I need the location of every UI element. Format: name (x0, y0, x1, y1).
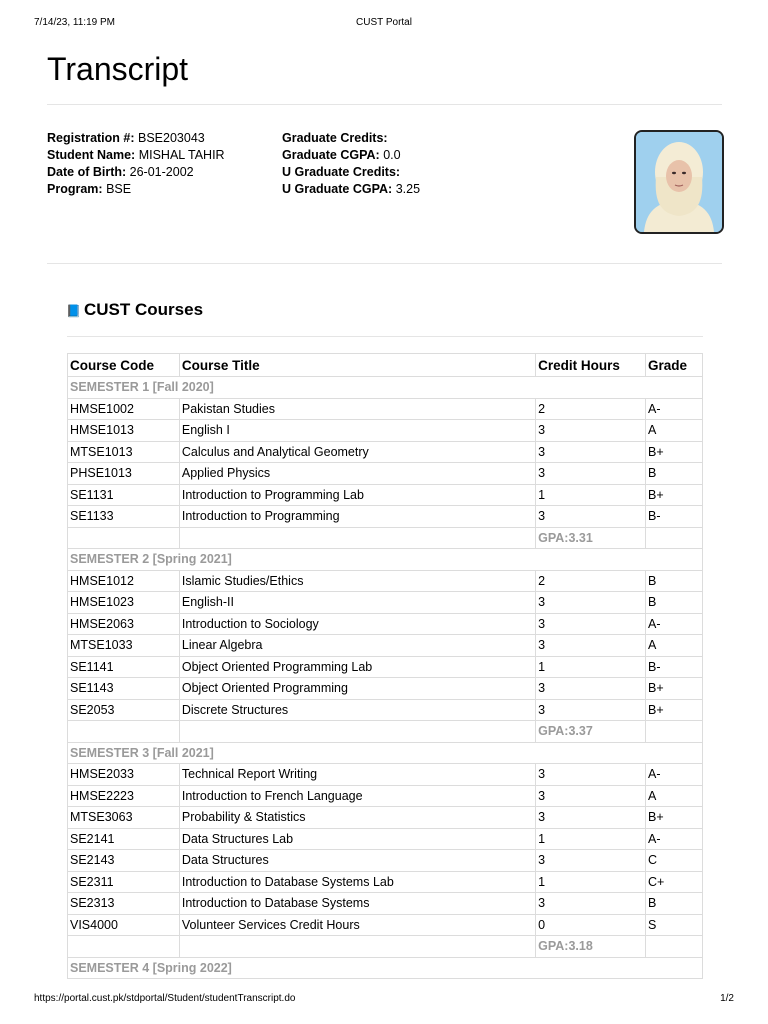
student-info (47, 130, 225, 198)
semester-header-row (68, 742, 703, 764)
course-title: Object Oriented Programming (179, 678, 535, 700)
table-row (68, 699, 703, 721)
course-code: MTSE3063 (68, 807, 180, 829)
table-row (68, 850, 703, 872)
course-title: Applied Physics (179, 463, 535, 485)
table-row (68, 506, 703, 528)
table-row (68, 398, 703, 420)
credit-hours: 3 (536, 592, 646, 614)
grade: A- (646, 398, 703, 420)
course-title: Discrete Structures (179, 699, 535, 721)
print-page-title: CUST Portal (356, 17, 412, 28)
graduate-credits-label: Graduate Credits: (282, 131, 388, 145)
empty-cell (179, 527, 535, 549)
credit-hours: 3 (536, 441, 646, 463)
column-header: Grade (646, 354, 703, 377)
grade: A (646, 785, 703, 807)
grade: C (646, 850, 703, 872)
grade: A- (646, 613, 703, 635)
grade: B+ (646, 441, 703, 463)
table-row (68, 570, 703, 592)
semester-label: SEMESTER 1 [Fall 2020] (68, 377, 703, 399)
section-title (66, 299, 203, 322)
course-code: HMSE2223 (68, 785, 180, 807)
course-code: SE1131 (68, 484, 180, 506)
course-code: SE1141 (68, 656, 180, 678)
course-code: HMSE1013 (68, 420, 180, 442)
course-code: HMSE2033 (68, 764, 180, 786)
student-photo-image (636, 132, 722, 232)
grade: B- (646, 506, 703, 528)
course-title: Introduction to Programming Lab (179, 484, 535, 506)
course-title: Introduction to Sociology (179, 613, 535, 635)
student-name-row (47, 147, 225, 164)
grade: C+ (646, 871, 703, 893)
grade: A- (646, 828, 703, 850)
semester-header-row (68, 377, 703, 399)
page-url: https://portal.cust.pk/stdportal/Student/studentTranscript.do (34, 993, 296, 1004)
divider (47, 104, 722, 105)
credit-hours: 3 (536, 807, 646, 829)
course-title: Linear Algebra (179, 635, 535, 657)
course-code: MTSE1033 (68, 635, 180, 657)
grade: B (646, 463, 703, 485)
course-title: Calculus and Analytical Geometry (179, 441, 535, 463)
course-title: English-II (179, 592, 535, 614)
credit-hours: 3 (536, 764, 646, 786)
ugraduate-cgpa-label: U Graduate CGPA: (282, 182, 393, 196)
grade: B+ (646, 699, 703, 721)
grade: B+ (646, 678, 703, 700)
table-row (68, 441, 703, 463)
program-row (47, 181, 225, 198)
graduate-credits-row (282, 130, 420, 147)
credit-hours: 1 (536, 656, 646, 678)
course-code: SE2053 (68, 699, 180, 721)
program-value: BSE (106, 182, 132, 196)
semester-gpa: GPA:3.31 (536, 527, 646, 549)
table-row (68, 420, 703, 442)
dob-row (47, 164, 225, 181)
semester-header-row (68, 957, 703, 979)
grade: B+ (646, 807, 703, 829)
course-code: HMSE2063 (68, 613, 180, 635)
course-title: Islamic Studies/Ethics (179, 570, 535, 592)
course-title: Introduction to Database Systems Lab (179, 871, 535, 893)
table-row (68, 871, 703, 893)
table-row (68, 828, 703, 850)
graduate-cgpa-row (282, 147, 420, 164)
course-code: HMSE1012 (68, 570, 180, 592)
registration-label: Registration #: (47, 131, 135, 145)
column-header: Credit Hours (536, 354, 646, 377)
ugraduate-cgpa-row (282, 181, 420, 198)
course-code: PHSE1013 (68, 463, 180, 485)
dob-value: 26-01-2002 (129, 165, 194, 179)
page-title: Transcript (47, 51, 189, 87)
empty-cell (68, 721, 180, 743)
print-footer (34, 993, 734, 1007)
credit-hours: 3 (536, 463, 646, 485)
course-title: Pakistan Studies (179, 398, 535, 420)
course-code: SE2311 (68, 871, 180, 893)
print-header (34, 17, 734, 31)
empty-cell (68, 527, 180, 549)
ugraduate-credits-label: U Graduate Credits: (282, 165, 401, 179)
print-date: 7/14/23, 11:19 PM (34, 17, 115, 28)
column-header: Course Title (179, 354, 535, 377)
student-photo (634, 130, 724, 234)
gpa-row (68, 936, 703, 958)
course-title: Introduction to French Language (179, 785, 535, 807)
divider (67, 336, 703, 337)
grade: B (646, 570, 703, 592)
table-header-row (68, 354, 703, 377)
credit-hours: 3 (536, 613, 646, 635)
credit-hours: 2 (536, 398, 646, 420)
course-title: Object Oriented Programming Lab (179, 656, 535, 678)
empty-cell (646, 936, 703, 958)
table-row (68, 484, 703, 506)
graduate-info (282, 130, 420, 198)
credit-hours: 1 (536, 484, 646, 506)
course-title: Probability & Statistics (179, 807, 535, 829)
table-row (68, 463, 703, 485)
semester-gpa: GPA:3.18 (536, 936, 646, 958)
credit-hours: 2 (536, 570, 646, 592)
table-row (68, 893, 703, 915)
course-code: HMSE1023 (68, 592, 180, 614)
course-title: English I (179, 420, 535, 442)
table-row (68, 678, 703, 700)
semester-gpa: GPA:3.37 (536, 721, 646, 743)
credit-hours: 3 (536, 850, 646, 872)
credit-hours: 3 (536, 635, 646, 657)
table-row (68, 592, 703, 614)
registration-row (47, 130, 225, 147)
table-row (68, 764, 703, 786)
course-title: Data Structures Lab (179, 828, 535, 850)
table-row (68, 656, 703, 678)
empty-cell (68, 936, 180, 958)
credit-hours: 0 (536, 914, 646, 936)
credit-hours: 3 (536, 420, 646, 442)
program-label: Program: (47, 182, 103, 196)
gpa-row (68, 527, 703, 549)
table-row (68, 807, 703, 829)
empty-cell (646, 721, 703, 743)
grade: B+ (646, 484, 703, 506)
empty-cell (646, 527, 703, 549)
course-title: Technical Report Writing (179, 764, 535, 786)
course-code: SE2141 (68, 828, 180, 850)
grade: B (646, 893, 703, 915)
ugraduate-cgpa-value: 3.25 (395, 182, 421, 196)
course-title: Introduction to Database Systems (179, 893, 535, 915)
course-code: SE1143 (68, 678, 180, 700)
grade: B- (646, 656, 703, 678)
credit-hours: 3 (536, 785, 646, 807)
course-code: SE2313 (68, 893, 180, 915)
credit-hours: 1 (536, 828, 646, 850)
course-code: VIS4000 (68, 914, 180, 936)
semester-label: SEMESTER 2 [Spring 2021] (68, 549, 703, 571)
credit-hours: 1 (536, 871, 646, 893)
empty-cell (179, 721, 535, 743)
course-title: Data Structures (179, 850, 535, 872)
credit-hours: 3 (536, 506, 646, 528)
student-name-value: MISHAL TAHIR (138, 148, 225, 162)
courses-table-body (68, 377, 703, 979)
courses-table (67, 353, 703, 979)
course-code: SE1133 (68, 506, 180, 528)
empty-cell (179, 936, 535, 958)
divider (47, 263, 722, 264)
registration-value: BSE203043 (138, 131, 205, 145)
column-header: Course Code (68, 354, 180, 377)
course-code: HMSE1002 (68, 398, 180, 420)
table-row (68, 914, 703, 936)
semester-header-row (68, 549, 703, 571)
book-icon: 📘 (66, 304, 81, 318)
semester-label: SEMESTER 4 [Spring 2022] (68, 957, 703, 979)
course-title: Volunteer Services Credit Hours (179, 914, 535, 936)
section-title-text: CUST Courses (84, 300, 204, 319)
course-code: SE2143 (68, 850, 180, 872)
table-row (68, 613, 703, 635)
table-row (68, 635, 703, 657)
gpa-row (68, 721, 703, 743)
grade: B (646, 592, 703, 614)
credit-hours: 3 (536, 893, 646, 915)
semester-label: SEMESTER 3 [Fall 2021] (68, 742, 703, 764)
grade: S (646, 914, 703, 936)
course-title: Introduction to Programming (179, 506, 535, 528)
grade: A (646, 420, 703, 442)
page-number: 1/2 (720, 993, 734, 1004)
credit-hours: 3 (536, 678, 646, 700)
grade: A (646, 635, 703, 657)
table-row (68, 785, 703, 807)
graduate-cgpa-label: Graduate CGPA: (282, 148, 380, 162)
dob-label: Date of Birth: (47, 165, 127, 179)
course-code: MTSE1013 (68, 441, 180, 463)
ugraduate-credits-row (282, 164, 420, 181)
student-name-label: Student Name: (47, 148, 136, 162)
grade: A- (646, 764, 703, 786)
graduate-cgpa-value: 0.0 (383, 148, 401, 162)
credit-hours: 3 (536, 699, 646, 721)
